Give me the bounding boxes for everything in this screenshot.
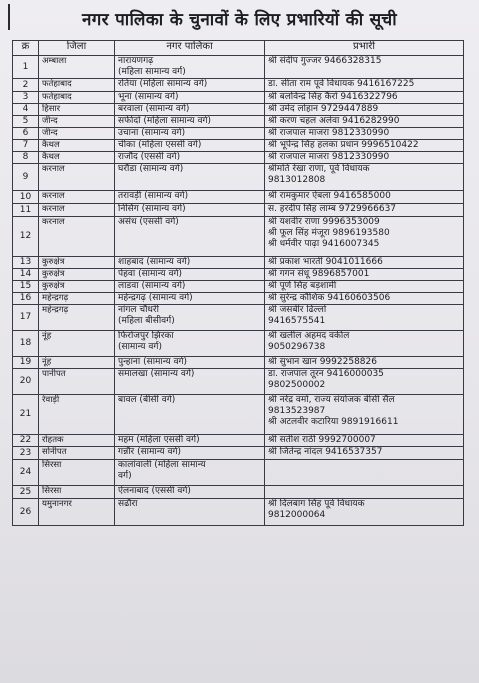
district-cell: सिरसा bbox=[39, 486, 115, 499]
nagar-palika-cell bbox=[115, 305, 265, 331]
district-cell: महेन्द्रगढ़ bbox=[39, 293, 115, 305]
row-number: 3 bbox=[13, 92, 39, 104]
prabhari-line: श्री जितेन्द्र नांदल 9416537357 bbox=[268, 447, 383, 457]
district-cell: अम्बाला bbox=[39, 56, 115, 79]
prabhari-cell bbox=[265, 104, 464, 116]
district-cell: कैथल bbox=[39, 140, 115, 152]
district-cell: नूंह bbox=[39, 331, 115, 357]
nagar-line: भूना (सामान्य वर्ग) bbox=[118, 92, 179, 102]
row-number: 18 bbox=[13, 331, 39, 357]
table-row bbox=[13, 152, 464, 164]
district-cell: नूंह bbox=[39, 357, 115, 369]
nagar-palika-cell bbox=[115, 435, 265, 447]
table-row bbox=[13, 92, 464, 104]
prabhari-line: श्री गगन संधू 9896857001 bbox=[268, 269, 370, 279]
prabhari-cell bbox=[265, 281, 464, 293]
prabhari-line: श्री उमेद लोहान 9729447889 bbox=[268, 104, 379, 114]
prabhari-line: 9813012808 bbox=[268, 175, 326, 185]
page-title: नगर पालिका के चुनावों के लिए प्रभारियों की सूची bbox=[82, 10, 397, 30]
row-number: 14 bbox=[13, 269, 39, 281]
district-cell: पानीपत bbox=[39, 369, 115, 395]
prabhari-cell bbox=[265, 217, 464, 257]
row-number: 20 bbox=[13, 369, 39, 395]
prabhari-cell bbox=[265, 293, 464, 305]
district-cell: कैथल bbox=[39, 152, 115, 164]
row-number: 6 bbox=[13, 128, 39, 140]
row-number: 9 bbox=[13, 164, 39, 191]
table-row bbox=[13, 435, 464, 447]
prabhari-line: श्री नरेंद्र वर्मा, राज्य संयोजक बीसी सैल bbox=[268, 395, 395, 405]
row-number: 15 bbox=[13, 281, 39, 293]
nagar-palika-cell bbox=[115, 164, 265, 191]
district-cell: कुरुक्षेत्र bbox=[39, 281, 115, 293]
prabhari-line: श्री संदीप गुज्जर 9466328315 bbox=[268, 56, 382, 66]
prabhari-cell bbox=[265, 331, 464, 357]
nagar-palika-cell bbox=[115, 204, 265, 217]
nagar-line: राजौंद (एससी वर्ग) bbox=[118, 152, 181, 162]
nagar-palika-cell bbox=[115, 152, 265, 164]
row-number: 5 bbox=[13, 116, 39, 128]
table-row bbox=[13, 369, 464, 395]
nagar-palika-cell bbox=[115, 79, 265, 92]
nagar-line: फिरोजपुर झिरका bbox=[118, 331, 174, 341]
district-cell: करनाल bbox=[39, 164, 115, 191]
district-cell: सोनीपत bbox=[39, 447, 115, 460]
prabhari-cell bbox=[265, 128, 464, 140]
prabhari-line: श्री जसबीर ढिल्लों bbox=[268, 305, 327, 315]
prabhari-line: श्री राजपाल माजरा 9812330990 bbox=[268, 128, 390, 138]
table-header-row bbox=[13, 41, 464, 56]
nagar-palika-cell bbox=[115, 92, 265, 104]
nagar-palika-cell bbox=[115, 331, 265, 357]
prabhari-cell bbox=[265, 305, 464, 331]
prabhari-line: 9050296738 bbox=[268, 342, 326, 352]
prabhari-line: 9416575541 bbox=[268, 316, 326, 326]
row-number: 22 bbox=[13, 435, 39, 447]
header-prabhari: प्रभारी bbox=[265, 41, 464, 56]
table-row bbox=[13, 486, 464, 499]
prabhari-cell bbox=[265, 460, 464, 486]
table-row bbox=[13, 128, 464, 140]
nagar-line: घरौंडा (सामान्य वर्ग) bbox=[118, 164, 184, 174]
row-number: 1 bbox=[13, 56, 39, 79]
prabhari-cell bbox=[265, 357, 464, 369]
row-number: 21 bbox=[13, 395, 39, 435]
nagar-line: ऐलनाबाद (एससी वर्ग) bbox=[118, 486, 191, 496]
table-row bbox=[13, 331, 464, 357]
prabhari-cell bbox=[265, 447, 464, 460]
nagar-line: शाहबाद (सामान्य वर्ग) bbox=[118, 257, 191, 267]
prabhari-cell bbox=[265, 486, 464, 499]
nagar-palika-cell bbox=[115, 293, 265, 305]
prabhari-line: श्री राजपाल माजरा 9812330990 bbox=[268, 152, 390, 162]
prabhari-line: श्री पूर्ण सिंह बड़शामी bbox=[268, 281, 337, 291]
nagar-line: (महिला सामान्य वर्ग) bbox=[118, 67, 186, 77]
table-row bbox=[13, 204, 464, 217]
prabhari-line: डा. राजपाल तूरन 9416000035 bbox=[268, 369, 384, 379]
prabhari-cell bbox=[265, 56, 464, 79]
nagar-palika-cell bbox=[115, 281, 265, 293]
table-row bbox=[13, 140, 464, 152]
table-row bbox=[13, 281, 464, 293]
header-num: क्र bbox=[13, 41, 39, 56]
table-row bbox=[13, 460, 464, 486]
prabhari-cell bbox=[265, 369, 464, 395]
district-cell: महेन्द्रगढ़ bbox=[39, 305, 115, 331]
nagar-line: नांगल चौधरी bbox=[118, 305, 159, 315]
prabhari-line: श्रीमति रेखा राणा, पूर्व विधायक bbox=[268, 164, 370, 174]
prabhari-line: डा. सीता राम पूर्व विधायक 9416167225 bbox=[268, 79, 415, 89]
district-cell: कुरुक्षेत्र bbox=[39, 257, 115, 269]
table-row bbox=[13, 79, 464, 92]
nagar-line: बरवाला (सामान्य वर्ग) bbox=[118, 104, 190, 114]
prabhari-cell bbox=[265, 164, 464, 191]
nagar-line: (महिला बीसीवर्ग) bbox=[118, 316, 175, 326]
prabhari-line: श्री सुरेन्द्र कौशिक 94160603506 bbox=[268, 293, 391, 303]
district-cell: जीन्द bbox=[39, 128, 115, 140]
prabhari-cell bbox=[265, 257, 464, 269]
table-row bbox=[13, 217, 464, 257]
prabhari-line: 9802500002 bbox=[268, 380, 326, 390]
prabhari-cell bbox=[265, 499, 464, 526]
district-cell: करनाल bbox=[39, 204, 115, 217]
table-row bbox=[13, 56, 464, 79]
table-row bbox=[13, 191, 464, 204]
row-number: 11 bbox=[13, 204, 39, 217]
prabhari-line: श्री सुभान खान 9992258826 bbox=[268, 357, 377, 367]
prabhari-line: श्री धर्मवीर पाढ़ा 9416007345 bbox=[268, 239, 380, 249]
prabhari-line: श्री अटलवीर कटारिया 9891916611 bbox=[268, 417, 399, 427]
nagar-palika-cell bbox=[115, 447, 265, 460]
nagar-palika-cell bbox=[115, 257, 265, 269]
row-number: 4 bbox=[13, 104, 39, 116]
nagar-line: पेहवा (सामान्य वर्ग) bbox=[118, 269, 183, 279]
nagar-line: असंध (एससी वर्ग) bbox=[118, 217, 179, 227]
prabhari-table bbox=[12, 40, 464, 526]
nagar-palika-cell bbox=[115, 460, 265, 486]
table-body bbox=[13, 56, 464, 526]
nagar-palika-cell bbox=[115, 128, 265, 140]
nagar-palika-cell bbox=[115, 395, 265, 435]
nagar-line: पुन्हाना (सामान्य वर्ग) bbox=[118, 357, 188, 367]
nagar-line: उचाना (सामान्य वर्ग) bbox=[118, 128, 186, 138]
row-number: 25 bbox=[13, 486, 39, 499]
prabhari-cell bbox=[265, 269, 464, 281]
prabhari-cell bbox=[265, 204, 464, 217]
prabhari-cell bbox=[265, 116, 464, 128]
row-number: 19 bbox=[13, 357, 39, 369]
nagar-line: सफीदों (महिला सामान्य वर्ग) bbox=[118, 116, 212, 126]
district-cell: करनाल bbox=[39, 217, 115, 257]
nagar-line: चीका (महिला एससी वर्ग) bbox=[118, 140, 202, 150]
nagar-line: तरावड़ी (सामान्य वर्ग) bbox=[118, 191, 189, 201]
nagar-line: रतिया (महिला सामान्य वर्ग) bbox=[118, 79, 208, 89]
district-cell: फतेहाबाद bbox=[39, 79, 115, 92]
nagar-line: समालखा (सामान्य वर्ग) bbox=[118, 369, 195, 379]
prabhari-line: श्री प्रकाश भारती 9041011666 bbox=[268, 257, 383, 267]
prabhari-cell bbox=[265, 140, 464, 152]
district-cell: जीन्द bbox=[39, 116, 115, 128]
row-number: 17 bbox=[13, 305, 39, 331]
table-row bbox=[13, 104, 464, 116]
district-cell: कुरुक्षेत्र bbox=[39, 269, 115, 281]
nagar-palika-cell bbox=[115, 357, 265, 369]
nagar-line: वर्ग) bbox=[118, 471, 132, 481]
nagar-palika-cell bbox=[115, 116, 265, 128]
nagar-palika-cell bbox=[115, 486, 265, 499]
row-number: 24 bbox=[13, 460, 39, 486]
prabhari-cell bbox=[265, 191, 464, 204]
nagar-line: कालांवाली (महिला सामान्य bbox=[118, 460, 206, 470]
nagar-palika-cell bbox=[115, 140, 265, 152]
row-number: 2 bbox=[13, 79, 39, 92]
row-number: 8 bbox=[13, 152, 39, 164]
table-row bbox=[13, 499, 464, 526]
nagar-palika-cell bbox=[115, 269, 265, 281]
prabhari-line: श्री सतीश राठी 9992700007 bbox=[268, 435, 376, 445]
prabhari-cell bbox=[265, 92, 464, 104]
district-cell: हिसार bbox=[39, 104, 115, 116]
nagar-line: बावल (बीसी वर्ग) bbox=[118, 395, 176, 405]
row-number: 16 bbox=[13, 293, 39, 305]
nagar-line: महम (महिला एससी वर्ग) bbox=[118, 435, 200, 445]
nagar-line: लाडवा (सामान्य वर्ग) bbox=[118, 281, 186, 291]
table-row bbox=[13, 293, 464, 305]
prabhari-line: श्री करण चहल अलेवा 9416282990 bbox=[268, 116, 400, 126]
district-cell: रेवाड़ी bbox=[39, 395, 115, 435]
prabhari-cell bbox=[265, 395, 464, 435]
table-row bbox=[13, 305, 464, 331]
row-number: 23 bbox=[13, 447, 39, 460]
table-row bbox=[13, 395, 464, 435]
nagar-line: महेन्द्रगढ़ (सामान्य वर्ग) bbox=[118, 293, 193, 303]
nagar-palika-cell bbox=[115, 191, 265, 204]
nagar-palika-cell bbox=[115, 499, 265, 526]
row-number: 12 bbox=[13, 217, 39, 257]
table-row bbox=[13, 257, 464, 269]
prabhari-line: स. हरदीप सिंह लाम्ब 9729966637 bbox=[268, 204, 397, 214]
district-cell: फतेहाबाद bbox=[39, 92, 115, 104]
row-number: 26 bbox=[13, 499, 39, 526]
header-nagar: नगर पालिका bbox=[115, 41, 265, 56]
header-district: जिला bbox=[39, 41, 115, 56]
prabhari-line: श्री खलील अहमद वकील bbox=[268, 331, 350, 341]
prabhari-line: 9813523987 bbox=[268, 406, 326, 416]
nagar-line: (सामान्य वर्ग) bbox=[118, 342, 162, 352]
nagar-palika-cell bbox=[115, 217, 265, 257]
table-row bbox=[13, 116, 464, 128]
row-number: 7 bbox=[13, 140, 39, 152]
prabhari-line: श्री यशवीर राणा 9996353009 bbox=[268, 217, 380, 227]
district-cell: करनाल bbox=[39, 191, 115, 204]
prabhari-line: श्री फूल सिंह मंजूरा 9896193580 bbox=[268, 228, 390, 238]
district-cell: सिरसा bbox=[39, 460, 115, 486]
nagar-line: सढौरा bbox=[118, 499, 138, 509]
prabhari-cell bbox=[265, 435, 464, 447]
district-cell: यमुनानगर bbox=[39, 499, 115, 526]
table-row bbox=[13, 357, 464, 369]
prabhari-line: श्री रामकुमार ऐबला 9416585000 bbox=[268, 191, 391, 201]
prabhari-cell bbox=[265, 152, 464, 164]
table-row bbox=[13, 164, 464, 191]
district-cell: रोहतक bbox=[39, 435, 115, 447]
prabhari-line: श्री दिलबाग सिंह पूर्व विधायक bbox=[268, 499, 365, 509]
nagar-line: नारायणगढ़ bbox=[118, 56, 154, 66]
prabhari-cell bbox=[265, 79, 464, 92]
table-row bbox=[13, 269, 464, 281]
prabhari-line: श्री भूपेन्द्र सिंह हलका प्रधान 9996510422 bbox=[268, 140, 419, 150]
nagar-palika-cell bbox=[115, 56, 265, 79]
nagar-palika-cell bbox=[115, 104, 265, 116]
nagar-line: गन्नौर (सामान्य वर्ग) bbox=[118, 447, 182, 457]
row-number: 10 bbox=[13, 191, 39, 204]
table-row bbox=[13, 447, 464, 460]
prabhari-line: श्री बलविन्द्र सिंह कैरों 9416322796 bbox=[268, 92, 398, 102]
row-number: 13 bbox=[13, 257, 39, 269]
nagar-line: निसिंग (सामान्य वर्ग) bbox=[118, 204, 186, 214]
prabhari-line: 9812000064 bbox=[268, 510, 326, 520]
nagar-palika-cell bbox=[115, 369, 265, 395]
